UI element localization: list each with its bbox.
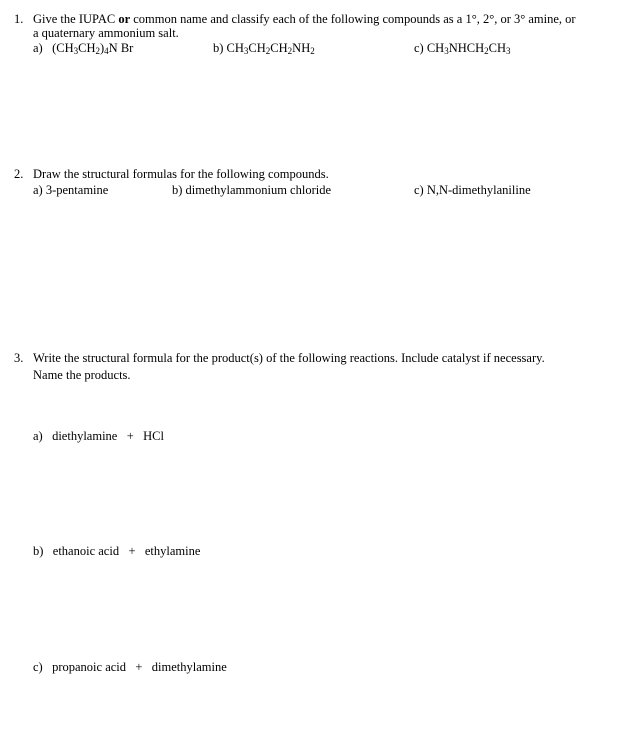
formula-subscript: 3	[444, 46, 449, 56]
q1-prompt-part1: Give the IUPAC	[33, 12, 116, 26]
q1-item-a-label: a)	[33, 41, 43, 55]
formula-subscript: 2	[310, 46, 315, 56]
formula-text: NH	[292, 41, 311, 55]
q1-prompt-part2: common name and classify each of the following compounds as a 1°, 2°, or 3° amine, or	[133, 12, 576, 26]
q1-prompt-or: or	[118, 12, 131, 26]
q1-item-b	[213, 41, 315, 55]
q3-reaction-a: a) diethylamine + HCl	[33, 429, 164, 443]
formula-text: CH	[226, 41, 244, 55]
formula-subscript: 3	[506, 46, 511, 56]
q2-item-a: a) 3-pentamine	[33, 183, 109, 197]
formula-subscript: 2	[484, 46, 489, 56]
q3-reaction-b: b) ethanoic acid + ethylamine	[33, 544, 201, 558]
formula-text: CH	[78, 41, 96, 55]
q3-prompt-line1: Write the structural formula for the product(s) of the following reactions. Include catalyst if necessary.	[33, 351, 545, 365]
q1-item-c	[414, 41, 511, 55]
q3-number: 3.	[14, 351, 24, 365]
q3-reaction-c: c) propanoic acid + dimethylamine	[33, 660, 227, 674]
formula-text: NHCH	[448, 41, 485, 55]
formula-subscript: 3	[73, 46, 79, 56]
formula-subscript: 2	[265, 46, 271, 56]
q1-number: 1.	[14, 12, 24, 26]
q2-prompt: Draw the structural formulas for the following compounds.	[33, 167, 329, 181]
formula-subscript: 2	[95, 46, 100, 56]
q1-prompt-line2: a quaternary ammonium salt.	[33, 26, 179, 40]
formula-text: )	[100, 41, 105, 55]
q1-item-c-label: c)	[414, 41, 424, 55]
q1-item-b-label: b)	[213, 41, 224, 55]
formula-subscript: 4	[104, 46, 109, 56]
q1-item-a-formula	[52, 41, 133, 55]
formula-text: (CH	[52, 41, 74, 55]
q1-item-a	[33, 41, 133, 55]
q3-prompt-line2: Name the products.	[33, 368, 131, 382]
formula-text: CH	[270, 41, 288, 55]
q1-item-c-formula	[427, 41, 511, 55]
q1-prompt-line1	[33, 12, 576, 26]
formula-text: N Br	[108, 41, 134, 55]
formula-text: CH	[426, 41, 445, 55]
q1-item-b-formula	[227, 41, 315, 55]
q2-item-c: c) N,N-dimethylaniline	[414, 183, 531, 197]
formula-subscript: 2	[287, 46, 293, 56]
formula-text: CH	[248, 41, 266, 55]
formula-text: CH	[488, 41, 507, 55]
q2-item-b: b) dimethylammonium chloride	[172, 183, 331, 197]
formula-subscript: 3	[243, 46, 249, 56]
q2-number: 2.	[14, 167, 24, 181]
